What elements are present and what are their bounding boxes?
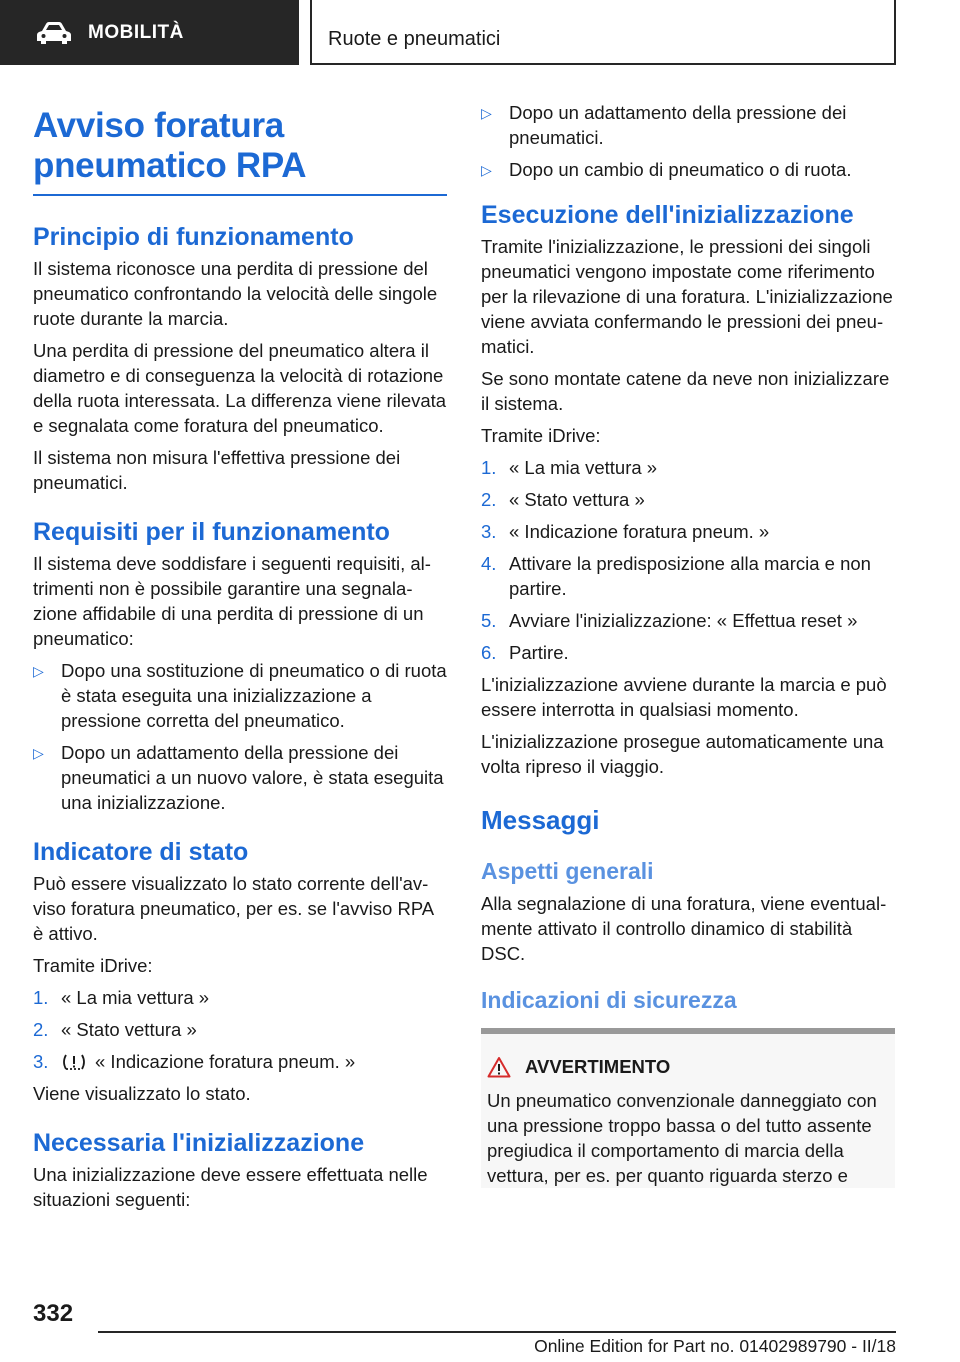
heading-principio: Principio di funzionamento — [33, 223, 354, 251]
triangle-bullet-icon: ▷ — [481, 105, 492, 121]
paragraph: Tramite iDrive: — [33, 955, 153, 976]
paragraph: Tramite l'inizializzazione, le pressioni dei singoli pneumatici vengono impostate come riferimento per la rilevazione di una foratura. L'inizializzazione viene avviata confermando le pressioni dei pneumatici. — [481, 236, 893, 357]
left-column — [33, 100, 447, 1219]
warning-box — [481, 1028, 895, 1188]
heading-sicurezza: Indicazioni di sicurezza — [481, 987, 737, 1013]
list-item: ▷ Dopo un cambio di pneumatico o di ruota. — [481, 157, 895, 182]
list-item: 2. « Stato vettura » — [33, 1019, 197, 1040]
paragraph: Alla segnalazione di una foratura, viene eventualmente attivato il controllo dinamico di stabilità DSC. — [481, 893, 887, 964]
list-item: ▷ Dopo un adattamento della pressione dei pneumatici a un nuovo valore, è stata eseguita una inizializzazione. — [33, 742, 444, 813]
list-item: 4. Attivare la predisposizione alla marcia e non partire. — [481, 553, 871, 599]
heading-requisiti: Requisiti per il funzionamento — [33, 518, 390, 546]
paragraph: Il sistema non misura l'effettiva pressione dei pneumatici. — [33, 447, 401, 493]
paragraph: Il sistema deve soddisfare i seguenti requisiti, altrimenti non è possibile garantire una segnalazione affidabile di una perdita di pressione di un pneumatico: — [33, 553, 431, 649]
warning-triangle-icon — [487, 1056, 511, 1078]
paragraph: Può essere visualizzato lo stato corrente dell'avviso foratura pneumatico, per es. se l'avviso RPA è attivo. — [33, 873, 434, 944]
car-icon — [36, 21, 72, 45]
paragraph: Una inizializzazione deve essere effettuata nelle situazioni seguenti: — [33, 1164, 428, 1210]
warning-title: AVVERTIMENTO — [487, 1056, 889, 1078]
triangle-bullet-icon: ▷ — [481, 162, 492, 178]
heading-necessaria: Necessaria l'inizializzazione — [33, 1129, 365, 1157]
list-item: 5. Avviare l'inizializzazione: « Effettua reset » — [481, 610, 858, 631]
list-item: 6. Partire. — [481, 642, 569, 663]
list-item: 1. « La mia vettura » — [481, 457, 658, 478]
footer-divider — [98, 1331, 896, 1333]
paragraph: Il sistema riconosce una perdita di pressione del pneumatico confrontando la velocità delle singole ruote durante la marcia. — [33, 258, 438, 329]
right-column — [481, 100, 895, 1188]
header-section-tab — [0, 0, 299, 65]
tpms-warning-icon — [61, 1052, 87, 1072]
heading-messaggi: Messaggi — [481, 805, 600, 835]
heading-esecuzione: Esecuzione dell'inizializzazione — [481, 201, 854, 229]
paragraph: Se sono montate catene da neve non inizializzare il sistema. — [481, 368, 890, 414]
heading-indicatore: Indicatore di stato — [33, 838, 249, 866]
requisiti-list — [33, 658, 447, 815]
paragraph: Tramite iDrive: — [481, 425, 601, 446]
page-title: Avviso foratura pneumatico RPA — [33, 106, 447, 196]
header-chapter-label: Ruote e pneumatici — [328, 28, 501, 50]
list-item: 1. « La mia vettura » — [33, 987, 210, 1008]
header-section-label: MOBILITÀ — [88, 21, 184, 43]
list-item: 3. « Indicazione foratura pneum. » — [481, 521, 770, 542]
list-item: ▷ Dopo una sostituzione di pneumatico o di ruota è stata eseguita una inizializzazione a pressione corretta del pneumatico. — [33, 660, 447, 731]
esecuzione-steps — [481, 455, 895, 665]
paragraph: L'inizializzazione avviene durante la marcia e può essere interrotta in qualsiasi momento. — [481, 674, 887, 720]
list-item: 2. « Stato vettura » — [481, 489, 645, 510]
triangle-bullet-icon: ▷ — [33, 663, 44, 679]
footer-edition: Online Edition for Part no. 01402989790 - II/18 — [534, 1336, 896, 1356]
paragraph: Una perdita di pressione del pneumatico altera il diametro e di conseguenza la velocità di rotazione della ruota interessata. La differenza viene rilevata e segnalata come foratura del pneumatico. — [33, 340, 447, 436]
paragraph: L'inizializzazione prosegue automaticamente una volta ripreso il viaggio. — [481, 731, 884, 777]
triangle-bullet-icon: ▷ — [33, 745, 44, 761]
list-item: ▷ Dopo un adattamento della pressione dei pneumatici. — [481, 102, 847, 148]
header-chapter-box — [310, 0, 896, 65]
page-number: 332 — [33, 1300, 74, 1327]
heading-aspetti: Aspetti generali — [481, 858, 654, 884]
list-item: 3. « Indicazione foratura pneum. » — [33, 1051, 356, 1072]
warning-text: Un pneumatico convenzionale danneggiato con una pressione troppo bassa o del tutto assente pregiudica il comportamento di marcia della vettura, per es. per quanto riguarda sterzo e — [487, 1090, 877, 1186]
paragraph: Viene visualizzato lo stato. — [33, 1083, 251, 1104]
necessaria-list — [481, 100, 895, 182]
indicatore-steps — [33, 985, 447, 1074]
